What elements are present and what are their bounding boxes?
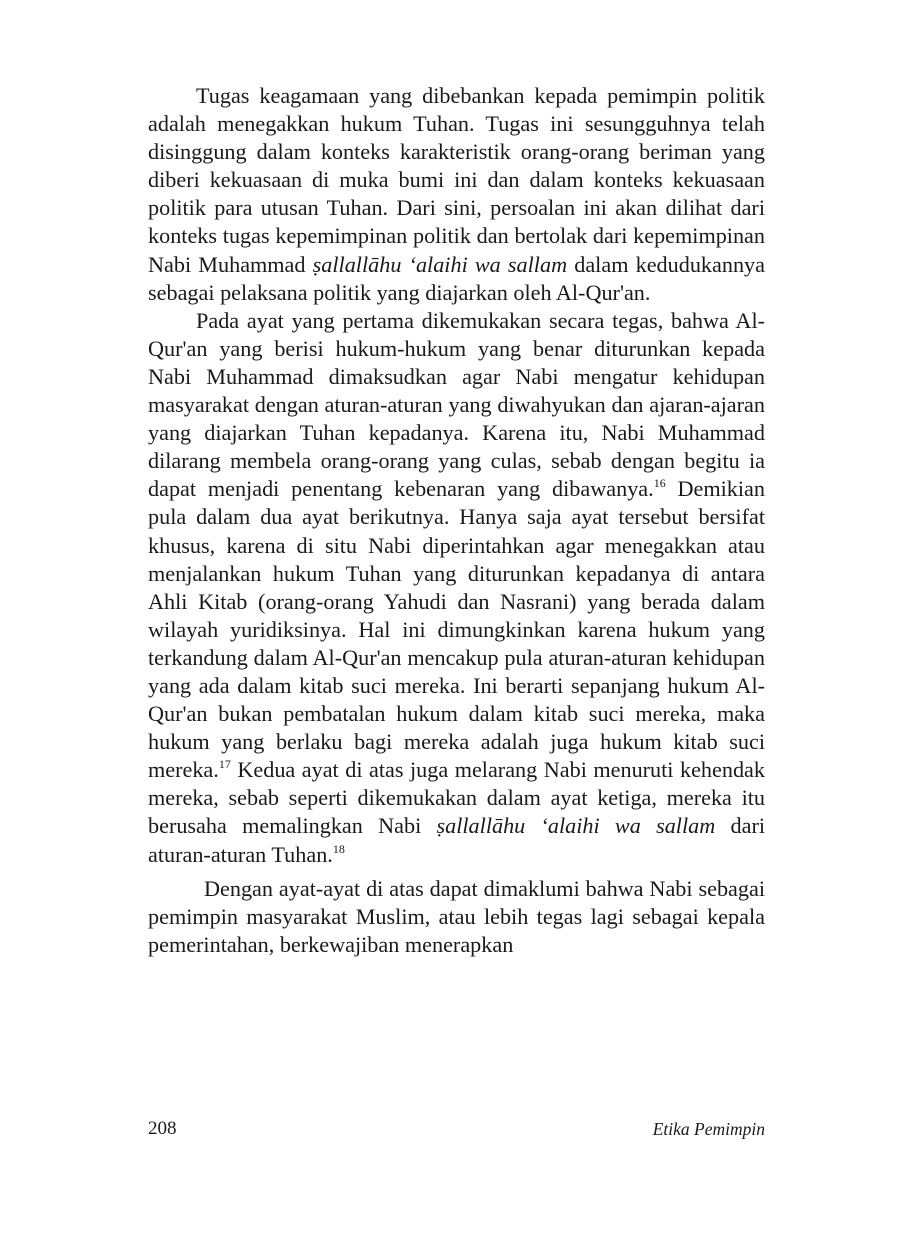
para2-honorific-italic: ṣallallāhu ‘alaihi wa sallam [436, 813, 716, 839]
para2-text-3: Kedua ayat di atas juga melarang Nabi menuruti kehendak mereka, sebab seperti dikemukakan dalam ayat ketiga, mereka itu berusaha memalingkan Nabi [148, 757, 765, 839]
footnote-ref-16: 16 [653, 476, 666, 491]
paragraph-2 [148, 307, 765, 869]
page-number: 208 [148, 1118, 177, 1139]
page-body [148, 82, 765, 959]
para1-honorific-italic: ṣallallāhu ‘alaihi wa sallam [312, 251, 568, 277]
paragraph-1 [148, 82, 765, 307]
para3-text-1: Dengan ayat-ayat di atas dapat dimaklumi bahwa Nabi sebagai pemimpin masyarakat Muslim, atau lebih tegas lagi sebagai kepala pemerintahan, berkewajiban menerapkan [148, 875, 765, 957]
para2-text-4: dari aturan-aturan Tuhan. [148, 813, 765, 867]
para2-text-1: Pada ayat yang pertama dikemukakan secara tegas, bahwa Al-Qur'an yang berisi hukum-hukum yang benar diturunkan kepada Nabi Muhammad dimaksudkan agar Nabi mengatur kehidupan masyarakat dengan aturan-aturan yang diwahyukan dan ajaran-ajaran yang diajarkan Tuhan kepadanya. Karena itu, Nabi Muhammad dilarang membela orang-orang yang culas, sebab dengan begitu ia dapat menjadi penentang kebenaran yang dibawanya. [148, 307, 765, 502]
para1-text-2: dalam kedudukannya sebagai pelaksana politik yang diajarkan oleh Al-Qur'an. [148, 251, 765, 305]
page-footer [148, 1118, 765, 1142]
running-title: Etika Pemimpin [652, 1119, 765, 1139]
footnote-ref-17: 17 [218, 757, 231, 772]
paragraph-3 [148, 875, 765, 959]
para2-text-2: Demikian pula dalam dua ayat berikutnya. Hanya saja ayat tersebut bersifat khusus, karena di situ Nabi diperintahkan agar menegakkan atau menjalankan hukum Tuhan yang diturunkan kepadanya di antara Ahli Kitab (orang-orang Yahudi dan Nasrani) yang berada dalam wilayah yuridiksinya. Hal ini dimungkinkan karena hukum yang terkandung dalam Al-Qur'an mencakup pula aturan-aturan kehidupan yang ada dalam kitab suci mereka. Ini berarti sepanjang hukum Al-Qur'an bukan pembatalan hukum dalam kitab suci mereka, maka hukum yang berlaku bagi mereka adalah juga hukum kitab suci mereka. [148, 476, 765, 783]
para1-text-1: Tugas keagamaan yang dibebankan kepada pemimpin politik adalah menegakkan hukum Tuhan. Tugas ini sesungguhnya telah disinggung dalam konteks karakteristik orang-orang beriman yang diberi kekuasaan di muka bumi ini dan dalam konteks kekuasaan politik para utusan Tuhan. Dari sini, persoalan ini akan dilihat dari konteks tugas kepemimpinan politik dan bertolak dari kepemimpinan Nabi Muhammad [148, 83, 765, 277]
footnote-ref-18: 18 [332, 841, 345, 856]
